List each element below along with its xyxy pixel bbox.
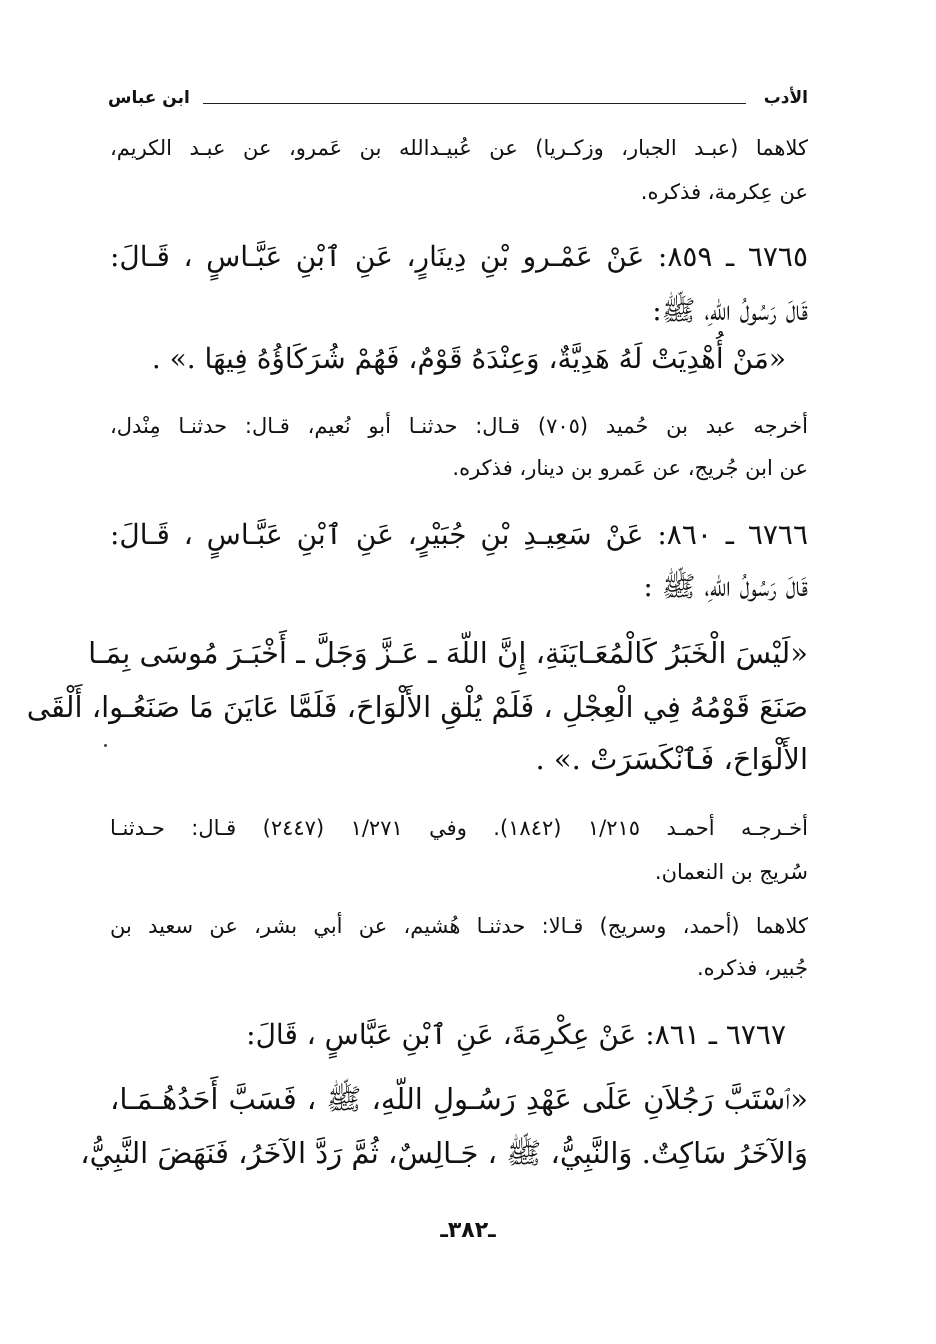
narration-note-line: سُريج بن النعمان.	[654, 860, 808, 884]
narration-note-line: عن ابن جُريج، عن عَمرو بن دينار، فذكره.	[452, 456, 808, 480]
narration-note-line: جُبير، فذكره.	[696, 956, 808, 980]
hadith-text: «لَيْسَ الْخَبَرُ كَالْمُعَـايَنَةِ، إِنَّ اللّهَ ـ عَـزَّ وَجَلَّ ـ أَخْبَـرَ مُوسَى بِمَـا	[88, 636, 808, 670]
hadith-heading: قَالَ رَسُولُ اللّهِ، ﷺ :	[643, 570, 808, 603]
hadith-heading: قَالَ رَسُولُ اللّهِ، ﷺ:	[652, 294, 808, 327]
hadith-heading: ٦٧٦٥ ـ ٨٥٩: عَنْ عَمْـرو بْنِ دِينَارٍ، عَنِ ٱبْنِ عَبَّـاسٍ ، قَـالَ:	[110, 240, 808, 273]
running-header	[108, 88, 808, 114]
header-rule	[203, 103, 746, 104]
hadith-text: الأَلْوَاحَ، فَٱنْكَسَرَتْ .» .	[535, 742, 808, 776]
section-title: الأدب	[763, 88, 808, 108]
hadith-heading: ٦٧٦٧ ـ ٨٦١: عَنْ عِكْرِمَةَ، عَنِ ٱبْنِ عَبَّاسٍ ، قَالَ:	[246, 1018, 786, 1051]
scan-speck	[104, 744, 107, 747]
page-number: ـ٣٨٢ـ	[440, 1218, 496, 1243]
narration-note-line: عن عِكرمة، فذكره.	[640, 180, 808, 204]
hadith-text: صَنَعَ قَوْمُهُ فِي الْعِجْلِ ، فَلَمْ يُلْقِ الأَلْوَاحَ، فَلَمَّا عَايَنَ مَا صَنَعُـوا، أَلْقَى	[26, 690, 808, 724]
hadith-text: «مَنْ أُهْدِيَتْ لَهُ هَدِيَّةٌ، وَعِنْدَهُ قَوْمٌ، فَهُمْ شُرَكَاؤُهُ فِيهَا .» .	[151, 342, 786, 375]
hadith-text: وَالآخَرُ سَاكِتٌ. وَالنَّبِيُّ، ﷺ ، جَـالِسٌ، ثُمَّ رَدَّ الآخَرُ، فَنَهَضَ النَّبِيُّ،	[80, 1136, 808, 1170]
narration-note-line: أخرجه عبد بن حُميد (٧٠٥) قـال: حدثنـا أبو نُعيم، قـال: حدثنـا مِنْدل،	[110, 414, 808, 438]
narration-note-line: كلاهما (أحمد، وسريج) قـالا: حدثنـا هُشيم، عن أبي بشر، عن سعيد بن	[110, 914, 808, 938]
narration-note-line: أخـرجـه أحمـد ١/٢١٥ (١٨٤٢). وفي ١/٢٧١ (٢٤٤٧) قـال: حـدثنـا	[110, 816, 808, 840]
hadith-text: «ٱسْتَبَّ رَجُلاَنِ عَلَى عَهْدِ رَسُـولِ اللّهِ، ﷺ ، فَسَبَّ أَحَدُهُـمَـا،	[110, 1082, 808, 1116]
narrator-name: ابن عباس	[108, 88, 190, 108]
hadith-heading: ٦٧٦٦ ـ ٨٦٠: عَنْ سَعِيـدِ بْنِ جُبَيْرٍ، عَنِ ٱبْنِ عَبَّـاسٍ ، قَـالَ:	[110, 518, 808, 551]
narration-note-line: كلاهما (عبـد الجبار، وزكـريا) عن عُبيـدالله بن عَمرو، عن عبـد الكريم،	[110, 136, 808, 160]
